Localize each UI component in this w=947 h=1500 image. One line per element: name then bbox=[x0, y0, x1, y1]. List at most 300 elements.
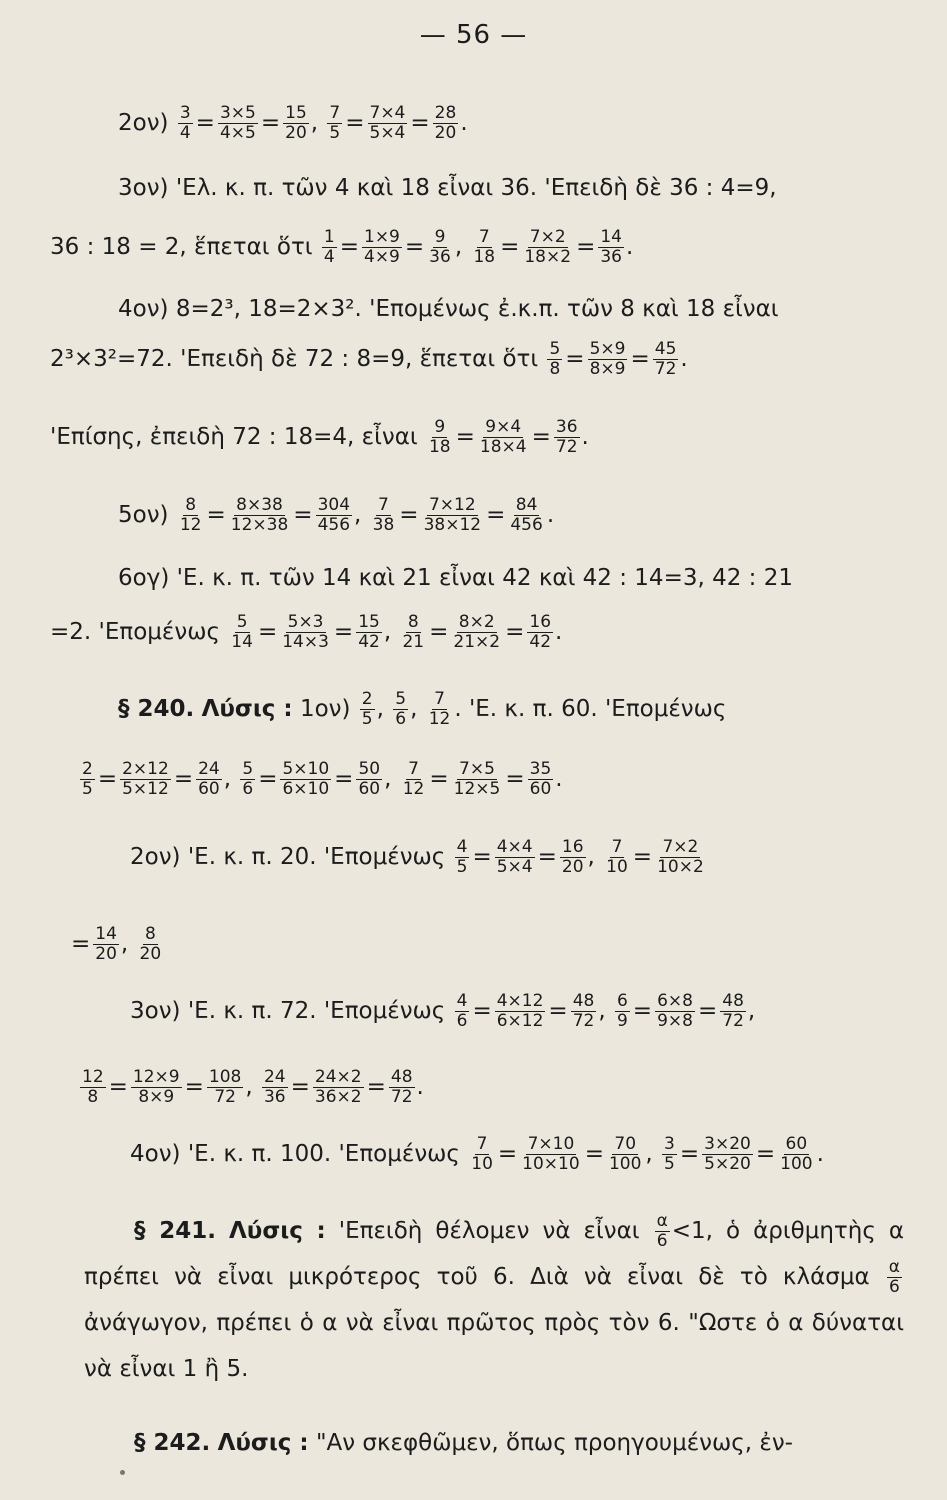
denominator: 6 bbox=[656, 1231, 668, 1251]
lysis-heading: Λύσις : bbox=[229, 1218, 326, 1244]
fraction bbox=[720, 992, 746, 1031]
denominator: 38 bbox=[372, 515, 395, 535]
denominator: 12×38 bbox=[230, 515, 289, 535]
numerator: 2 bbox=[82, 759, 93, 779]
numerator: 16 bbox=[561, 837, 584, 857]
equals-sign: = bbox=[576, 234, 596, 260]
denominator: 6 bbox=[242, 779, 254, 799]
fraction bbox=[528, 760, 554, 799]
denominator: 72 bbox=[654, 359, 677, 379]
denominator: 10 bbox=[606, 857, 628, 877]
denominator: 20 bbox=[285, 123, 307, 143]
equals-sign: = bbox=[537, 844, 557, 870]
punctuation: , bbox=[747, 998, 756, 1024]
numerator: 9 bbox=[434, 417, 446, 437]
fraction bbox=[229, 613, 255, 652]
line-72 bbox=[50, 340, 688, 379]
denominator: 36 bbox=[429, 247, 451, 267]
numerator: 304 bbox=[317, 495, 351, 515]
denominator: 5×4 bbox=[369, 123, 406, 143]
fraction-sequence bbox=[453, 837, 708, 877]
denominator: 4 bbox=[323, 247, 335, 267]
numerator: 108 bbox=[208, 1067, 242, 1087]
denominator: 12 bbox=[179, 515, 202, 535]
numerator: 84 bbox=[515, 495, 538, 515]
fraction-sequence bbox=[453, 991, 756, 1031]
denominator: 72 bbox=[722, 1011, 744, 1031]
fraction-sequence bbox=[78, 759, 563, 799]
denominator: 8 bbox=[549, 359, 561, 379]
denominator: 10×10 bbox=[522, 1154, 580, 1174]
equals-sign: = bbox=[71, 931, 91, 957]
fraction-sequence bbox=[545, 339, 688, 379]
equals-sign: = bbox=[505, 619, 525, 645]
fraction bbox=[283, 104, 309, 143]
fraction bbox=[229, 496, 291, 535]
numerator: 3 bbox=[179, 103, 191, 123]
denominator: 5 bbox=[82, 779, 93, 799]
fraction bbox=[280, 613, 331, 652]
equals-sign: = bbox=[548, 998, 568, 1024]
fraction bbox=[571, 992, 597, 1031]
denominator: 21×2 bbox=[453, 632, 501, 652]
punctuation: . bbox=[816, 1141, 824, 1167]
fraction bbox=[615, 992, 630, 1031]
comma: , bbox=[376, 696, 392, 722]
fraction bbox=[356, 613, 382, 652]
fraction bbox=[598, 228, 624, 267]
denominator: 20 bbox=[434, 123, 457, 143]
denominator: 6×12 bbox=[496, 1011, 544, 1031]
numerator: 7×4 bbox=[369, 103, 406, 123]
fraction bbox=[588, 340, 628, 379]
fraction bbox=[178, 104, 193, 143]
fraction-sequence bbox=[176, 495, 555, 535]
equals-sign: = bbox=[97, 766, 118, 792]
numerator: 6 bbox=[616, 991, 628, 1011]
numerator: 8 bbox=[407, 612, 419, 632]
denominator: 6 bbox=[456, 1011, 468, 1031]
denominator: 42 bbox=[529, 632, 552, 652]
fraction bbox=[560, 838, 586, 877]
denominator: 42 bbox=[358, 632, 380, 652]
denominator: 100 bbox=[608, 1154, 642, 1174]
fraction bbox=[520, 1135, 582, 1174]
equals-sign: = bbox=[497, 1141, 518, 1167]
numerator: 3×20 bbox=[704, 1134, 751, 1154]
punctuation: . bbox=[581, 424, 589, 450]
section-number: § 242. bbox=[134, 1430, 211, 1456]
fraction bbox=[322, 228, 337, 267]
paragraph-text: 'Επειδὴ θέλομεν νὰ εἶναι bbox=[338, 1218, 640, 1244]
fraction bbox=[393, 690, 408, 729]
equals-sign: = bbox=[258, 766, 278, 792]
fraction bbox=[455, 838, 470, 877]
section-240-line bbox=[118, 690, 726, 729]
denominator: 5×20 bbox=[704, 1154, 751, 1174]
fraction bbox=[471, 228, 497, 267]
fraction bbox=[262, 1068, 288, 1107]
page-number: — 56 — bbox=[419, 20, 528, 50]
fraction bbox=[508, 496, 544, 535]
numerator: 12 bbox=[82, 1067, 104, 1087]
equals-sign: = bbox=[500, 234, 520, 260]
equals-sign: = bbox=[472, 998, 492, 1024]
fraction bbox=[401, 760, 427, 799]
numerator: 5 bbox=[395, 689, 407, 709]
comma: , bbox=[410, 696, 425, 722]
line-240-2ov bbox=[130, 838, 708, 877]
numerator: 45 bbox=[654, 339, 677, 359]
denominator: 18 bbox=[473, 247, 496, 267]
item-label: 5ον) bbox=[118, 502, 169, 528]
equals-sign: = bbox=[195, 110, 215, 136]
fraction bbox=[400, 613, 426, 652]
lysis-heading: Λύσις : bbox=[217, 1430, 309, 1456]
numerator: 48 bbox=[722, 991, 744, 1011]
fraction bbox=[702, 1135, 753, 1174]
equals-sign: = bbox=[505, 766, 525, 792]
fraction bbox=[368, 104, 408, 143]
fraction-sequence bbox=[320, 227, 634, 267]
section-241-paragraph bbox=[84, 1208, 904, 1392]
fraction bbox=[887, 1258, 902, 1297]
fraction bbox=[547, 340, 562, 379]
line-prefix: =2. 'Επομένως bbox=[50, 619, 220, 645]
numerator: 5×9 bbox=[589, 339, 626, 359]
equals-sign: = bbox=[472, 844, 492, 870]
equals-sign: = bbox=[108, 1074, 128, 1100]
line-prefix: 2³×3²=72. 'Επειδὴ δὲ 72 : 8=9, ἕπεται ὅτι bbox=[50, 346, 539, 372]
denominator: 6 bbox=[888, 1277, 900, 1297]
numerator: 9×4 bbox=[485, 417, 522, 437]
numerator: 8 bbox=[144, 924, 156, 944]
comma: , bbox=[598, 998, 613, 1024]
print-speck bbox=[120, 1470, 125, 1475]
fraction bbox=[360, 690, 375, 729]
equals-sign: = bbox=[334, 766, 354, 792]
numerator: 7×5 bbox=[459, 759, 495, 779]
numerator: 4 bbox=[456, 991, 468, 1011]
denominator: 72 bbox=[555, 437, 578, 457]
fraction bbox=[607, 1135, 643, 1174]
fraction bbox=[655, 1212, 670, 1251]
line-3ov: 3ον) 'Ελ. κ. π. τῶν 4 καὶ 18 εἶναι 36. 'Επειδὴ δὲ 36 : 4=9, bbox=[118, 175, 777, 201]
denominator: 18 bbox=[428, 437, 451, 457]
denominator: 10×2 bbox=[657, 857, 704, 877]
line-240-2ov-cont bbox=[70, 925, 165, 964]
denominator: 20 bbox=[139, 944, 162, 964]
fraction bbox=[371, 496, 397, 535]
section-number: § 240. bbox=[118, 696, 195, 722]
denominator: 8 bbox=[87, 1087, 99, 1107]
line-prefix: 'Επίσης, ἐπειδὴ 72 : 18=4, εἶναι bbox=[50, 424, 418, 450]
numerator: 7 bbox=[476, 1134, 488, 1154]
equals-sign: = bbox=[366, 1074, 386, 1100]
comma: , bbox=[120, 931, 136, 957]
punctuation: . bbox=[454, 696, 462, 722]
numerator: 24 bbox=[263, 1067, 286, 1087]
numerator: 2 bbox=[361, 689, 373, 709]
fraction bbox=[655, 838, 706, 877]
numerator: 6×8 bbox=[657, 991, 693, 1011]
paragraph-text: "Αν σκεφθῶμεν, ὅπως προηγουμένως, ἐν- bbox=[315, 1430, 793, 1456]
numerator: 7×12 bbox=[428, 495, 476, 515]
equals-sign: = bbox=[630, 346, 650, 372]
line-prefix: 2ον) 'Ε. κ. π. 20. 'Επομένως bbox=[130, 844, 446, 870]
equals-sign: = bbox=[429, 766, 449, 792]
denominator: 12 bbox=[428, 709, 451, 729]
denominator: 20 bbox=[95, 944, 117, 964]
fraction bbox=[469, 1135, 495, 1174]
denominator: 9 bbox=[616, 1011, 628, 1031]
line-36-18 bbox=[50, 228, 633, 267]
fraction-sequence bbox=[227, 612, 563, 652]
fraction bbox=[218, 104, 258, 143]
fraction bbox=[131, 1068, 182, 1107]
equals-sign: = bbox=[697, 998, 718, 1024]
numerator: 70 bbox=[614, 1134, 637, 1154]
denominator: 36 bbox=[263, 1087, 286, 1107]
denominator: 72 bbox=[572, 1011, 595, 1031]
equals-sign: = bbox=[455, 424, 475, 450]
equals-sign: = bbox=[399, 502, 419, 528]
denominator: 18×2 bbox=[524, 247, 572, 267]
fraction bbox=[778, 1135, 814, 1174]
numerator: 7 bbox=[378, 495, 389, 515]
numerator: 7×2 bbox=[662, 837, 699, 857]
equals-sign: = bbox=[755, 1141, 776, 1167]
numerator: 16 bbox=[529, 612, 552, 632]
fraction bbox=[653, 340, 679, 379]
numerator: 3 bbox=[664, 1134, 675, 1154]
numerator: 8×2 bbox=[458, 612, 495, 632]
numerator: 1×9 bbox=[364, 227, 400, 247]
fraction bbox=[495, 838, 535, 877]
item-label: 2ον) bbox=[118, 110, 169, 136]
denominator: 14 bbox=[231, 632, 253, 652]
numerator: 5 bbox=[242, 759, 254, 779]
fraction bbox=[455, 992, 470, 1031]
fraction-sequence bbox=[78, 1067, 424, 1107]
numerator: 5 bbox=[549, 339, 561, 359]
equals-sign: = bbox=[632, 998, 653, 1024]
fraction bbox=[240, 760, 255, 799]
fraction bbox=[196, 760, 222, 799]
denominator: 38×12 bbox=[423, 515, 482, 535]
line-prefix: 3ον) 'Ε. κ. π. 72. 'Επομένως bbox=[130, 998, 446, 1024]
line-240-1-equalities bbox=[78, 760, 563, 799]
numerator: 50 bbox=[358, 759, 381, 779]
fraction-sequence bbox=[467, 1134, 824, 1174]
line-prefix: 36 : 18 = 2, ἕπεται ὅτι bbox=[50, 234, 313, 260]
numerator: 14 bbox=[95, 924, 117, 944]
line-epomenos-6 bbox=[50, 613, 562, 652]
fraction bbox=[427, 418, 453, 457]
denominator: 5 bbox=[361, 709, 373, 729]
numerator: 3×5 bbox=[219, 103, 256, 123]
fraction bbox=[178, 496, 204, 535]
fraction bbox=[554, 418, 580, 457]
numerator: 12×9 bbox=[132, 1067, 180, 1087]
denominator: 9×8 bbox=[657, 1011, 693, 1031]
numerator: 5×10 bbox=[282, 759, 330, 779]
denominator: 5 bbox=[456, 857, 468, 877]
equals-sign: = bbox=[339, 234, 359, 260]
denominator: 12×5 bbox=[453, 779, 501, 799]
denominator: 456 bbox=[317, 515, 351, 535]
equals-sign: = bbox=[293, 502, 313, 528]
fraction-sequence bbox=[425, 417, 589, 457]
equals-sign: = bbox=[206, 502, 226, 528]
fraction bbox=[427, 228, 453, 267]
numerator: 24×2 bbox=[314, 1067, 362, 1087]
numerator: 48 bbox=[390, 1067, 413, 1087]
fraction bbox=[93, 925, 119, 964]
numerator: 14 bbox=[600, 227, 622, 247]
fraction bbox=[80, 760, 95, 799]
denominator: 10 bbox=[471, 1154, 493, 1174]
fraction bbox=[604, 838, 630, 877]
line-suffix: 'Ε. κ. π. 60. 'Επομένως bbox=[468, 696, 727, 722]
punctuation: . bbox=[555, 766, 563, 792]
punctuation: . bbox=[680, 346, 688, 372]
numerator: 7 bbox=[434, 689, 445, 709]
numerator: 7×10 bbox=[527, 1134, 575, 1154]
comma: , bbox=[645, 1141, 661, 1167]
line-240-4ov bbox=[130, 1135, 824, 1174]
fraction bbox=[362, 228, 402, 267]
denominator: 60 bbox=[198, 779, 220, 799]
section-242-paragraph bbox=[84, 1420, 904, 1466]
line-5ov bbox=[118, 496, 554, 535]
fraction bbox=[316, 496, 352, 535]
denominator: 36×2 bbox=[314, 1087, 362, 1107]
comma: , bbox=[310, 110, 326, 136]
lysis-heading: Λύσις : bbox=[201, 696, 293, 722]
denominator: 60 bbox=[358, 779, 381, 799]
punctuation: . bbox=[555, 619, 563, 645]
section-number: § 241. bbox=[134, 1218, 216, 1244]
fraction bbox=[280, 760, 331, 799]
fraction bbox=[389, 1068, 415, 1107]
line-4ov: 4ον) 8=2³, 18=2×3². 'Επομένως ἐ.κ.π. τῶν 8 καὶ 18 εἶναι bbox=[118, 296, 779, 322]
equals-sign: = bbox=[531, 424, 551, 450]
item-label: 1ον) bbox=[299, 696, 351, 722]
punctuation: . bbox=[416, 1074, 424, 1100]
numerator: 7 bbox=[611, 837, 623, 857]
paragraph-text: ἀνάγωγον, πρέπει ὁ α νὰ εἶναι πρῶτος πρὸς τὸν 6. "Ωστε ὁ α δύναται νὰ εἶναι 1 ἢ 5. bbox=[84, 1310, 904, 1382]
line-prefix: 4ον) 'Ε. κ. π. 100. 'Επομένως bbox=[130, 1141, 460, 1167]
fraction bbox=[478, 418, 529, 457]
denominator: 8×9 bbox=[138, 1087, 175, 1107]
fraction-sequence bbox=[70, 924, 165, 964]
equals-sign: = bbox=[290, 1074, 310, 1100]
numerator: 28 bbox=[434, 103, 457, 123]
numerator: 7 bbox=[478, 227, 490, 247]
denominator: 60 bbox=[529, 779, 552, 799]
numerator: 4×4 bbox=[496, 837, 533, 857]
denominator: 5×12 bbox=[122, 779, 169, 799]
fraction bbox=[527, 613, 553, 652]
numerator: α bbox=[888, 1257, 900, 1277]
comma: , bbox=[383, 619, 399, 645]
numerator: 4×12 bbox=[496, 991, 544, 1011]
numerator: 15 bbox=[358, 612, 380, 632]
numerator: 7 bbox=[329, 103, 341, 123]
numerator: 8 bbox=[185, 495, 197, 515]
fraction bbox=[655, 992, 695, 1031]
fraction bbox=[422, 496, 484, 535]
comma: , bbox=[384, 766, 399, 792]
denominator: 6 bbox=[395, 709, 407, 729]
equals-sign: = bbox=[173, 766, 194, 792]
line-6ov: 6ογ) 'Ε. κ. π. τῶν 14 καὶ 21 εἶναι 42 καὶ 42 : 14=3, 42 : 21 bbox=[118, 565, 793, 591]
denominator: 4×9 bbox=[364, 247, 400, 267]
equals-sign: = bbox=[584, 1141, 604, 1167]
numerator: 2×12 bbox=[122, 759, 169, 779]
punctuation: . bbox=[460, 110, 468, 136]
numerator: 4 bbox=[456, 837, 468, 857]
numerator: 7 bbox=[408, 759, 419, 779]
denominator: 36 bbox=[600, 247, 622, 267]
fraction bbox=[120, 760, 171, 799]
numerator: 35 bbox=[529, 759, 552, 779]
fraction-sequence bbox=[176, 103, 468, 143]
denominator: 14×3 bbox=[282, 632, 329, 652]
fraction bbox=[138, 925, 164, 964]
denominator: 100 bbox=[780, 1154, 813, 1174]
denominator: 20 bbox=[561, 857, 584, 877]
denominator: 5×4 bbox=[496, 857, 533, 877]
fraction bbox=[433, 104, 459, 143]
paragraph-text: <1, ὁ ἀριθμητὴς α πρέπει νὰ εἶναι μικρότερος τοῦ 6. Διὰ νὰ εἶναι δὲ τὸ κλάσμα bbox=[84, 1218, 905, 1290]
equals-sign: = bbox=[404, 234, 425, 260]
equals-sign: = bbox=[184, 1074, 204, 1100]
equals-sign: = bbox=[486, 502, 506, 528]
equals-sign: = bbox=[260, 110, 281, 136]
numerator: α bbox=[656, 1211, 668, 1231]
line-240-3ov-cont bbox=[78, 1068, 424, 1107]
fraction bbox=[207, 1068, 243, 1107]
denominator: 72 bbox=[214, 1087, 236, 1107]
equals-sign: = bbox=[679, 1141, 700, 1167]
numerator: 15 bbox=[285, 103, 307, 123]
denominator: 4 bbox=[179, 123, 191, 143]
fraction bbox=[327, 104, 342, 143]
numerator: 36 bbox=[555, 417, 578, 437]
denominator: 21 bbox=[402, 632, 425, 652]
numerator: 1 bbox=[323, 227, 335, 247]
equals-sign: = bbox=[333, 619, 354, 645]
denominator: 4×5 bbox=[219, 123, 256, 143]
line-episis bbox=[50, 418, 589, 457]
numerator: 5×3 bbox=[287, 612, 324, 632]
denominator: 18×4 bbox=[479, 437, 527, 457]
denominator: 6×10 bbox=[282, 779, 330, 799]
comma: , bbox=[354, 502, 369, 528]
numerator: 9 bbox=[434, 227, 446, 247]
comma: , bbox=[587, 844, 603, 870]
numerator: 7×2 bbox=[529, 227, 566, 247]
numerator: 24 bbox=[198, 759, 220, 779]
equals-sign: = bbox=[410, 110, 430, 136]
comma: , bbox=[245, 1074, 260, 1100]
denominator: 12 bbox=[402, 779, 425, 799]
denominator: 5 bbox=[664, 1154, 675, 1174]
numerator: 8×38 bbox=[236, 495, 283, 515]
numerator: 60 bbox=[785, 1134, 808, 1154]
